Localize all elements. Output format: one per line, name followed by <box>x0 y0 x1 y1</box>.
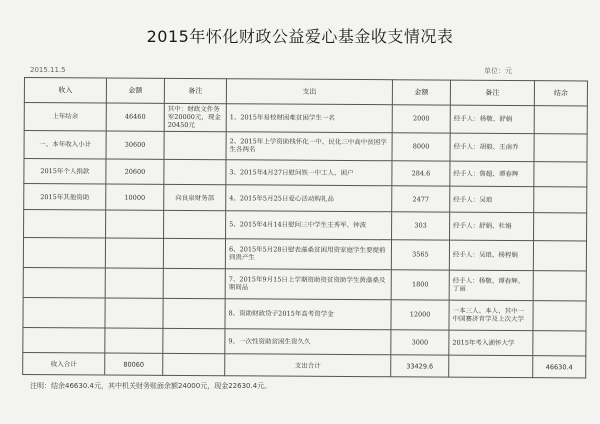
expense-cell: 8、资助财政贷子2015年高考资学金 <box>225 299 391 330</box>
expense-note-cell: 经手人：舒娟、杜娟 <box>450 212 534 240</box>
expense-note-cell: 经手人：胡毅、王南乔 <box>450 133 534 161</box>
table-row <box>23 267 586 300</box>
table-row <box>24 103 587 134</box>
income-note-cell <box>164 131 226 159</box>
table-row <box>24 158 587 187</box>
expense-amount-cell: 284.6 <box>392 160 450 186</box>
header-balance: 结余 <box>534 81 587 106</box>
table-row <box>24 210 587 241</box>
income-note-cell: 向良泉财务部 <box>164 185 226 211</box>
table-row <box>23 237 586 270</box>
expense-cell: 4、2015年5月25日爱心活动购礼品 <box>226 185 392 212</box>
expense-note-cell: 经手人：吴琅、杨程娟 <box>449 240 533 270</box>
header-expense-amount: 金额 <box>392 80 450 105</box>
income-amount-cell <box>105 268 163 298</box>
expense-cell: 2、2015年上学资助钱怀化一中、民化三中高中贫困学生各两名 <box>226 132 392 161</box>
income-note-cell <box>163 328 225 354</box>
income-cell <box>23 297 105 327</box>
expense-amount-cell: 1800 <box>391 270 449 300</box>
expense-note-cell: 经手人：杨敬、舒娟 <box>450 105 534 133</box>
balance-cell <box>534 187 587 213</box>
income-amount-cell: 10000 <box>106 184 164 210</box>
income-cell: 一、本年收入小计 <box>24 130 106 158</box>
income-total-note <box>163 354 225 376</box>
header-income: 收入 <box>24 78 106 104</box>
expense-total-value: 33429.6 <box>391 355 449 377</box>
expense-amount-cell: 3000 <box>391 330 449 356</box>
balance-total-value: 46630.4 <box>533 356 586 378</box>
expense-cell: 5、2015年4月14日慰问三中学生王秀军、钟波 <box>226 211 392 240</box>
currency-unit: 单位：元 <box>484 67 512 75</box>
header-income-amount: 金额 <box>106 78 164 103</box>
expense-amount-cell: 2000 <box>392 105 450 133</box>
balance-cell <box>533 240 586 270</box>
expense-note-cell: 一本三人、本人、其中一中国赛济育学及上次大学 <box>449 300 533 330</box>
expense-cell: 6、2015年5月28日慰表藻桑贫困用资家庭学生要提前到贵产生 <box>225 239 391 270</box>
expense-cell: 3、2015年4月27日慰问铁一中工人、困户 <box>226 159 392 186</box>
income-note-cell <box>163 238 225 268</box>
balance-cell <box>533 270 586 300</box>
income-amount-cell <box>105 298 163 328</box>
totals-row <box>23 353 586 378</box>
expense-note-cell: 经手人：杨敬、谭春辉、丁丽 <box>449 270 533 300</box>
expense-note-cell: 经手人：吴琅 <box>450 186 534 212</box>
income-cell <box>23 327 105 353</box>
balance-cell <box>533 330 586 356</box>
income-cell <box>23 267 105 297</box>
expense-cell: 1、2015年易校财困难贫困学生一名 <box>226 104 392 133</box>
table-row <box>23 297 586 330</box>
table-row <box>23 327 586 356</box>
page-title: 2015年怀化财政公益爱心基金收支情况表 <box>146 27 454 46</box>
income-amount-cell <box>105 238 163 268</box>
income-total-label: 收入合计 <box>23 353 105 375</box>
finance-table <box>22 77 588 378</box>
expense-amount-cell: 3565 <box>391 240 449 270</box>
header-income-note: 备注 <box>164 78 226 103</box>
income-cell <box>24 210 106 238</box>
expense-cell: 9、一次性资助贫困生资久久 <box>225 328 391 355</box>
income-note-cell <box>164 210 226 238</box>
income-amount-cell: 46460 <box>106 103 164 131</box>
expense-amount-cell: 8000 <box>392 133 450 161</box>
expense-note-cell: 经手人：詹超、谭春辉 <box>450 161 534 187</box>
expense-amount-cell: 12000 <box>391 300 449 330</box>
document-date: 2015.11.5 <box>30 66 66 74</box>
expense-note-cell: 2015年考入湖怀大学 <box>449 330 533 356</box>
expense-total-note <box>449 356 533 378</box>
table-row <box>24 130 587 161</box>
footnote: 注明：结余46630.4元，其中机关财务账面余额24000元，现金22630.4元。 <box>30 382 272 390</box>
expense-amount-cell: 303 <box>392 212 450 240</box>
expense-amount-cell: 2477 <box>392 186 450 212</box>
table-row <box>24 184 587 213</box>
expense-total-label: 支出合计 <box>225 354 391 377</box>
balance-cell <box>534 161 587 187</box>
income-cell: 2015年其他资助 <box>24 184 106 210</box>
balance-cell <box>534 106 587 134</box>
income-amount-cell <box>105 328 163 354</box>
income-cell <box>23 237 105 267</box>
income-note-cell: 其中：财政文件务室20000元，现金20450元 <box>164 103 226 131</box>
income-amount-cell <box>106 210 164 238</box>
income-amount-cell: 20600 <box>106 159 164 185</box>
income-note-cell <box>163 298 225 328</box>
table-header-row <box>24 78 587 106</box>
income-cell: 上年结余 <box>24 103 106 131</box>
balance-cell <box>534 213 587 241</box>
income-amount-cell: 30600 <box>106 131 164 159</box>
header-expense-note: 备注 <box>450 80 534 106</box>
expense-cell: 7、2015年9月15日上学期资助资贫资助学生黄藻桑及期间品 <box>225 269 391 300</box>
balance-cell <box>534 133 587 161</box>
income-cell: 2015年个人捐款 <box>24 158 106 184</box>
income-note-cell <box>164 159 226 185</box>
header-expense: 支出 <box>226 79 392 105</box>
income-total-value: 80060 <box>105 353 163 375</box>
balance-cell <box>533 300 586 330</box>
income-note-cell <box>163 268 225 298</box>
